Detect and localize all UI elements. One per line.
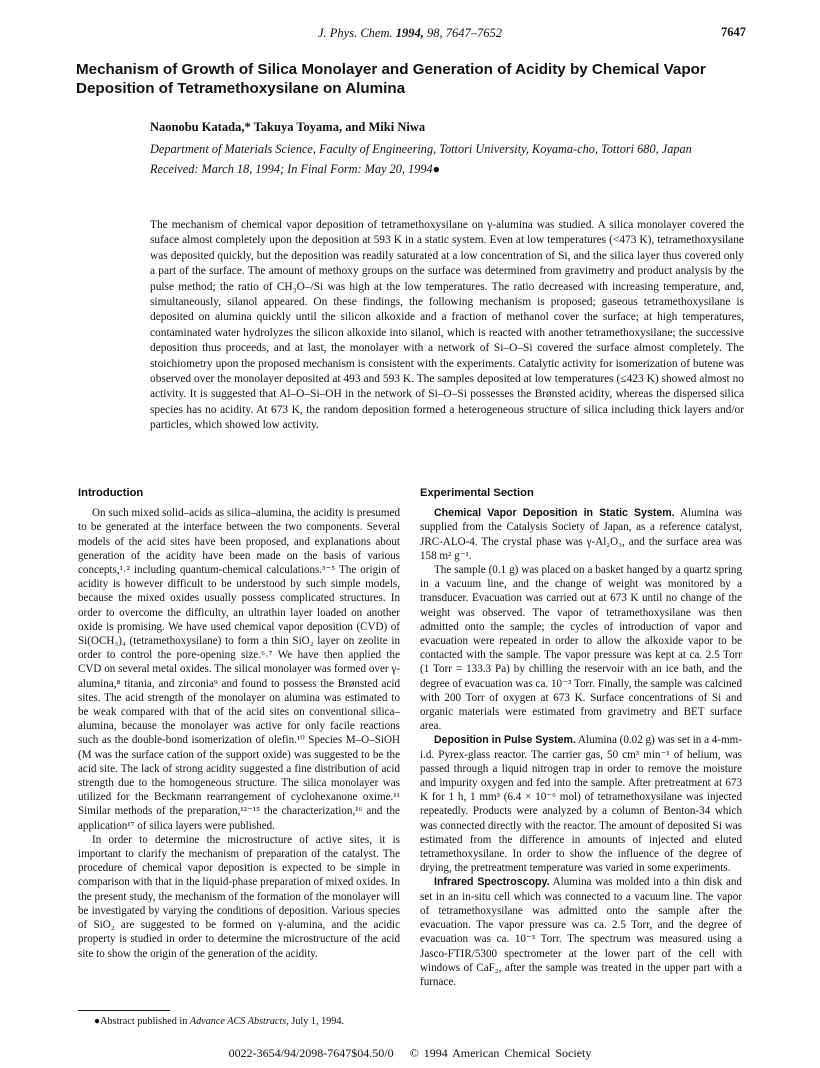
article-code: 0022-3654/94/2098-7647$04.50/0 [228, 1046, 394, 1060]
received-dates: Received: March 18, 1994; In Final Form: May 20, 1994● [150, 162, 441, 176]
journal-volume-pages: 98, 7647–7652 [423, 26, 502, 40]
footnote: ●Abstract published in Advance ACS Abstracts, July 1, 1994. [94, 1016, 344, 1027]
affiliation: Department of Materials Science, Faculty of Engineering, Tottori University, Koyama-cho, Tottori 680, Japan [150, 142, 692, 156]
experimental-paragraph: The sample (0.1 g) was placed on a basket hanged by a quartz spring in a vacuum line, and the change of weight was monitored by a transducer. Evacuation was carried out at 673 K until no change of the weight was observed. The vapor of tetramethoxysilane was then admitted onto the sample; the cycles of introduction of vapor and evacuation were repeated in order to allow the alkoxide vapor to be contacted with the sample. The vapor pressure was kept at ca. 2.5 Torr (1 Torr = 133.3 Pa) by chilling the reservoir with an ice bath, and the degree of evacuation was ca. 10⁻³ Torr. Finally, the sample was calcined with 200 Torr of oxygen at 673 K. Surface concentrations of Si and organic materials were estimated from gravimetry and BET surface area. [420, 564, 742, 733]
article-title: Mechanism of Growth of Silica Monolayer and Generation of Acidity by Chemical Vapor Deposition of Tetramethoxysilane on Alumina [76, 61, 706, 97]
footnote-source: Advance ACS Abstracts, [189, 1016, 289, 1027]
experimental-heading: Experimental Section [420, 487, 534, 499]
journal-year: 1994, [395, 26, 424, 40]
page-footer [0, 1046, 820, 1061]
left-column [78, 486, 400, 961]
experimental-paragraph: Deposition in Pulse System. Alumina (0.02 g) was set in a 4-mm-i.d. Pyrex-glass reactor. The carrier gas, 50 cm³ min⁻¹ of helium, was passed through a liquid nitrogen trap in order to remove the moisture and impurity oxygen and fed into the sample. After pretreatment at 673 K for 1 h, 1 mm³ (6.4 × 10⁻⁶ mol) of tetramethoxysilane was injected repeatedly. Products were analyzed by a column of Benton-34 which was connected directly with the reactor. The amount of deposited Si was estimated from the difference in amounts of injected and eluted tetramethoxysilane. In order to show the influence of the degree of drying, the pretreatment temperature was varied in some experiments. [420, 734, 742, 875]
subsection-lead: Deposition in Pulse System. [434, 734, 576, 747]
right-column [420, 486, 742, 989]
introduction-heading: Introduction [78, 487, 144, 499]
journal-name: J. Phys. Chem. [317, 26, 393, 40]
subsection-lead: Chemical Vapor Deposition in Static System. [434, 507, 675, 520]
introduction-paragraph: In order to determine the microstructure of active sites, it is important to clarify the mechanism of preparation of the catalyst. The procedure of chemical vapor deposition is expected to be simple in comparison with that in the liquid-phase preparation of mixed oxides. In the present study, the mechanism of the formation of the monolayer will be investigated by varying the conditions of deposition. Various species of SiO₂ are suggested to be formed on γ-alumina, and the acidic property is studied in order to determine the microstructure of the acid site to show the origin of the generation of the acidity. [78, 833, 400, 960]
copyright: © 1994 American Chemical Society [409, 1046, 592, 1060]
abstract: The mechanism of chemical vapor deposition of tetramethoxysilane on γ-alumina was studied. A silica monolayer covered the suface almost completely upon the deposition at 593 K in a static system. Even at low temperatures (<473 K), tetramethoxysilane was deposited quickly, but the deposition was readily saturated at a low concentration of Si, and the silica layer thus covered only a part of the surface. The amount of methoxy groups on the surface was determined from gravimetry and product analysis by the pulse method; the ratio of CH₃O–/Si was high at the low temperatures. The ratio decreased with increasing temperature, and, simultaneously, silanol appeared. On these findings, the following mechanism is proposed; gaseous tetramethoxysilane is deposited on alumina quickly until the silicon alkoxide and a fraction of methanol cover the surface; at high temperatures, contaminated water hydrolyzes the silicon alkoxide into silanol, which is reacted with another tetramethoxysilane; the successive deposition thus proceeds, and at last, the monolayer with a network of Si–O–Si covered the surface almost completely. The stoichiometry upon the proposed mechanism is consistent with the experiments. Catalytic activity for isomerization of butene was observed over the monolayer deposited at 493 and 593 K. The samples deposited at low temperatures (≤423 K) showed almost no activity. It is suggested that Al–O–Si–OH in the network of Si–O–Si possesses the Brønsted acidity, whereas the dispersed silica species has no acidity. At 673 K, the random deposition formed a heterogeneous structure of silica including thick layers and/or particles, which showed low activity. [150, 219, 744, 432]
introduction-paragraph: On such mixed solid–acids as silica–alumina, the acidity is presumed to be generated at the interface between the two components. Several models of the acid sites have been proposed, and explanations about generation of the acidity have been made on the basis of various concepts,¹˒² including quantum-chemical calculations.³⁻⁵ The origin of acidity is however difficult to be understood by such simple models, because the mixed oxides usually possess complicated structures. In order to overcome the difficulty, an ultrathin layer loaded on another oxide is promising. We have used chemical vapor deposition (CVD) of Si(OCH₃)₄ (tetramethoxysilane) to form a thin SiO₂ layer on zeolite in order to control the pore-opening size.⁶˒⁷ We have then applied the CVD on several metal oxides. The silical monolayer was formed over γ-alumina,⁸ titania, and zirconia⁹ and found to possess the Brønsted acid sites. The acid strength of the monolayer on alumina was estimated to be weak compared with that of the acid sites on conventional silica–alumina, because the monolayer was active for only facile reactions such as the double-bond isomerization of olefin.¹⁰ Species M–O–SiOH (M was the surface cation of the support oxide) was suggested to be the acid site. The lack of strong acidity suggested a fine distribution of acid strength due to the homogeneous structure. The silica monolayer was utilized for the Beckmann rearrangement of cyclohexanone oxime.¹¹ Similar methods of the preparation,¹²⁻¹⁵ the characterization,¹⁶ and the application¹⁷ of silica layers were published. [78, 507, 400, 832]
subsection-lead: Infrared Spectroscopy. [434, 876, 550, 889]
page-number: 7647 [721, 25, 746, 39]
footnote-rule [78, 1010, 170, 1011]
experimental-paragraph: Infrared Spectroscopy. Alumina was molded into a thin disk and set in an in-situ cell which was connected to a vacuum line. The vapor of tetramethoxysilane was admitted onto the sample after the evacuation. The vapor pressure was ca. 2.5 Torr, and the degree of evacuation was ca. 10⁻³ Torr. The spectrum was measured using a Jasco-FTIR/5300 spectrometer at the lower part of the cell with windows of CaF₂, after the sample was treated in the upper part with a furnace. [420, 876, 742, 988]
experimental-paragraph: Chemical Vapor Deposition in Static System. Alumina was supplied from the Catalysis Society of Japan, as a reference catalyst, JRC-ALO-4. The crystal phase was γ-Al₂O₃, and the surface area was 158 m² g⁻¹. [420, 507, 742, 562]
authors: Naonobu Katada,* Takuya Toyama, and Miki Niwa [150, 120, 426, 134]
footnote-marker: ● [94, 1016, 101, 1027]
running-head [76, 26, 744, 41]
